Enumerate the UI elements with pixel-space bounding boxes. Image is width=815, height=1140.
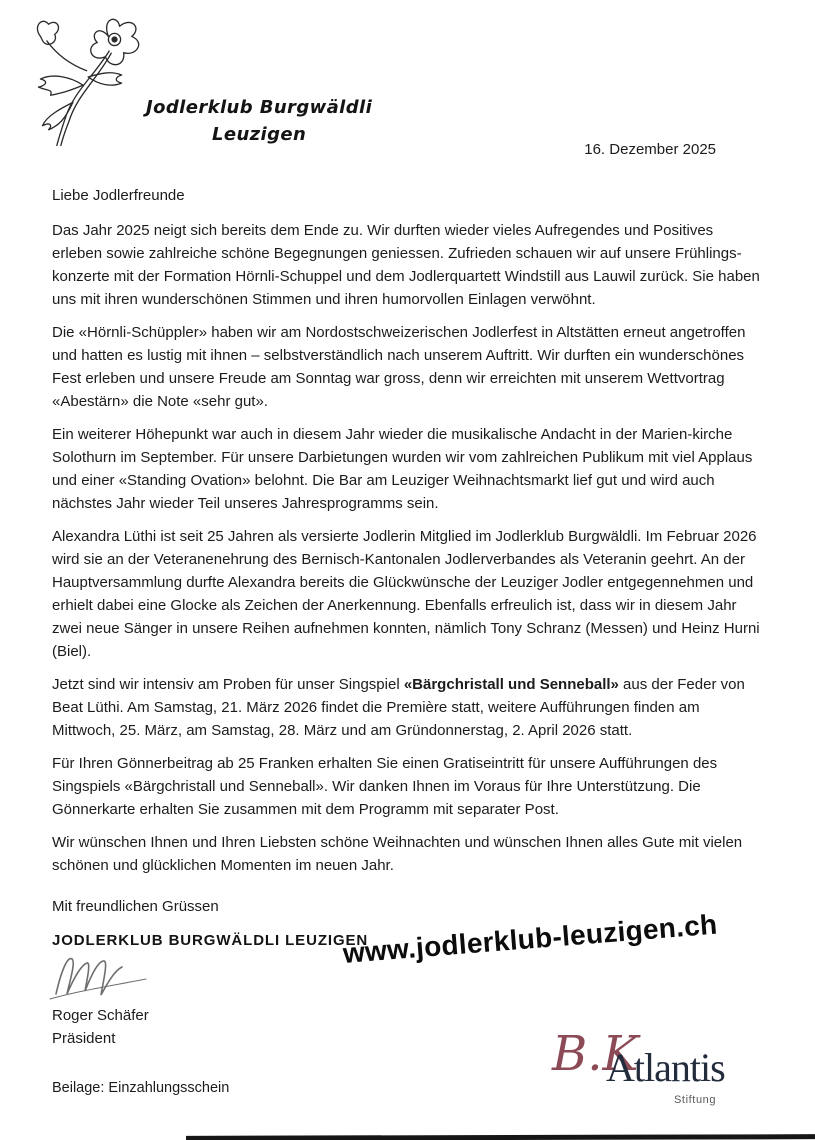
club-name-line2: Leuzigen [211, 124, 307, 145]
sender-name: Roger Schäfer [52, 1007, 149, 1024]
sender-title: Präsident [52, 1030, 116, 1047]
scan-edge-artifact [186, 1134, 815, 1140]
closing-line: Mit freundlichen Grüssen [52, 898, 219, 915]
club-name [146, 94, 372, 148]
letter-date: 16. Dezember 2025 [584, 141, 716, 158]
paragraph-segment: Ein weiterer Höhepunkt war auch in diesem Jahr wieder die musikalische Andacht in der Marien-kirche Solothurn im September. Für unsere Darbietungen wurden wir vom zahlreichen Publikum mit viel Applaus und einer «Standing Ovation» belohnt. Die Bar am Leuziger Weihnachtsmarkt lief gut und wird auch nächstes Jahr wieder Teil unseres Jahresprogramms sein. [52, 426, 753, 512]
website-watermark: www.jodlerklub-leuzigen.ch [341, 908, 719, 969]
letter-paragraph [52, 525, 766, 663]
enclosure-note: Beilage: Einzahlungsschein [52, 1080, 230, 1096]
letter-paragraphs [52, 219, 766, 877]
paragraph-bold-segment: «Bärgchristall und Senneball» [403, 676, 619, 693]
letter-paragraph [52, 831, 766, 877]
handwritten-signature-icon [46, 950, 206, 1006]
org-name-line: JODLERKLUB BURGWÄLDLI LEUZIGEN [52, 932, 369, 949]
paragraph-segment: Wir wünschen Ihnen und Ihren Liebsten schöne Weihnachten und wünschen Ihnen alles Gute mit vielen schönen und glücklichen Momenten im neuen Jahr. [52, 834, 743, 874]
paragraph-segment: Jetzt sind wir intensiv am Proben für unser Singspiel [52, 676, 404, 693]
paragraph-segment: Das Jahr 2025 neigt sich bereits dem Ende zu. Wir durften wieder vieles Aufregendes und Positives erleben sowie zahlreiche schöne Begegnungen geniessen. Zufrieden schauen wir auf unsere Frühlings-konzerte mit der Formation Hörnli-Schuppel und dem Jodlerquartett Windstill aus Lauwil zurück. Sie haben uns mit ihren wunderschönen Stimmen und ihren humorvollen Einlagen verwöhnt. [52, 222, 760, 308]
paragraph-segment: Für Ihren Gönnerbeitrag ab 25 Franken erhalten Sie einen Gratiseintritt für unsere Aufführungen des Singspiels «Bärgchristall und Senneball». Wir danken Ihnen im Voraus für Ihre Unterstützung. Die Gönnerkarte erhalten Sie zusammen mit dem Programm mit separater Post. [52, 755, 718, 818]
salutation: Liebe Jodlerfreunde [52, 187, 185, 204]
paragraph-segment: Die «Hörnli-Schüppler» haben wir am Nordostschweizerischen Jodlerfest in Altstätten erneut angetroffen und hatten es lustig mit ihnen – selbstverständlich nach unserem Auftritt. Wir durften ein wunderschönes Fest erleben und unsere Freude am Sonntag war gross, denn wir erreichten mit unserem Wettvortrag «Abestärn» die Note «sehr gut». [52, 324, 746, 410]
letter-paragraph [52, 673, 766, 742]
letter-paragraph [52, 423, 766, 515]
flower-icon [12, 6, 144, 148]
letter-paragraph [52, 321, 766, 413]
club-name-line1: Jodlerklub Burgwäldli [146, 97, 373, 118]
paragraph-segment: aus der Feder von Beat Lüthi. Am Samstag, 21. März 2026 findet die Première statt, weitere Aufführungen finden am Mittwoch, 25. März, am Samstag, 28. März und am Gründonnerstag, 2. April 2026 statt. [52, 676, 745, 739]
letter-paragraph [52, 219, 766, 311]
paragraph-segment: Alexandra Lüthi ist seit 25 Jahren als versierte Jodlerin Mitglied im Jodlerklub Burgwäldli. Im Februar 2026 wird sie an der Veteranenehrung des Bernisch-Kantonalen Jodlerverbandes als Veteranin geehrt. An der Hauptversammlung durfte Alexandra bereits die Glückwünsche der Leuziger Jodler entgegennehmen und erhielt dabei eine Glocke als Zeichen der Anerkennung. Ebenfalls erfreulich ist, dass wir in diesem Jahr zwei neue Sänger in unsere Reihen aufnehmen konnten, nämlich Tony Schranz (Messen) und Heinz Hurni (Biel). [52, 528, 760, 660]
logo-subtitle: Stiftung [674, 1094, 717, 1106]
logo-wordmark: Atlantis [606, 1045, 725, 1090]
atlantis-stiftung-logo [552, 1026, 752, 1118]
letter-paragraph [52, 752, 766, 821]
logo-script-initials: B.K [552, 1026, 639, 1082]
